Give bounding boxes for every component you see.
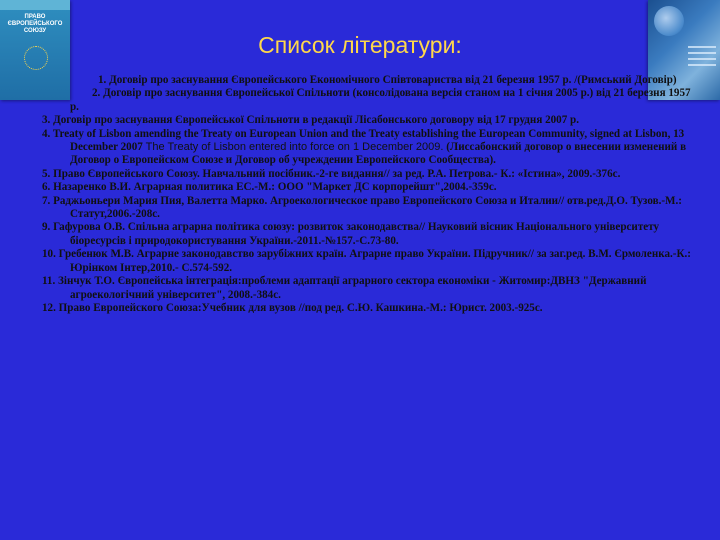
reference-item (42, 128, 692, 168)
reference-item: 6. Назаренко В.И. Аграрная политика ЕС.-М.: ООО "Маркет ДС корпорейшт",2004.-359с. (42, 181, 497, 194)
reference-item: 11. Зінчук Т.О. Європейська інтеграція:проблеми адаптації аграрного сектора економіки - Житомир:ДВНЗ "Державний агроекологічний університет", 2008.-384с. (42, 275, 647, 301)
reference-item: 5. Право Європейського Союзу. Навчальний посібник.-2-ге видання// за ред. Р.А. Петрова.- К.: «Істина», 2009.-376с. (42, 167, 621, 180)
reference-item: 12. Право Европейского Союза:Учебник для вузов //под ред. С.Ю. Кашкина.-М.: Юрист. 2003.-925с. (42, 301, 543, 314)
reference-text: (Лиссабонский договор о внесении изменений в Договор о Европейском Союзе и Договор об учреждении Европейского Сообщества). (70, 141, 687, 167)
slide-title: Список літератури: (258, 32, 462, 58)
reference-item: 10. Гребенюк М.В. Аграрне законодавство зарубіжних країн. Аграрне право України. Підручник// за заг.ред. В.М. Єрмоленка.-К.: Юрінком Інтер,2010.- С.574-592. (42, 248, 691, 274)
reference-item: 7. Раджьоньери Мария Пия, Валетта Марко. Агроекологическое право Европейского Союза и Италии// отв.ред.Д.О. Тузов.-М.: Статут,2006.-208с. (42, 194, 682, 221)
reference-item: 3. Договір про заснування Європейської Спільноти в редакції Лісабонського договору від 17 грудня 2007 р. (42, 114, 579, 127)
reference-item: 1. Договір про заснування Європейського Економічного Співтовариства від 21 березня 1957 р. /(Римський Договір) (98, 74, 677, 86)
reference-item: 2. Договір про заснування Європейської Спільноти (консолідована версія станом на 1 січня 2005 р.) від 21 березня 1957 р. (70, 87, 691, 113)
reference-text: 4. Treaty of Lisbon amending the Treaty on European Union and the Treaty establishing the European Community, signed at Lisbon, 13 December 2007 (42, 127, 685, 154)
book-cover-strip (0, 0, 70, 10)
book-cover-title: ПРАВО ЄВРОПЕЙСЬКОГО СОЮЗУ (7, 14, 63, 34)
reference-note: The Treaty of Lisbon entered into force on 1 December 2009. (142, 141, 444, 154)
reference-item: 9. Гафурова О.В. Спільна аграрна політика союзу: розвиток законодавства// Науковий вісник Національного університету біоресурсів і природокористування України.-2011.-№157.-С.73-80. (42, 221, 660, 247)
reference-list (42, 74, 692, 315)
